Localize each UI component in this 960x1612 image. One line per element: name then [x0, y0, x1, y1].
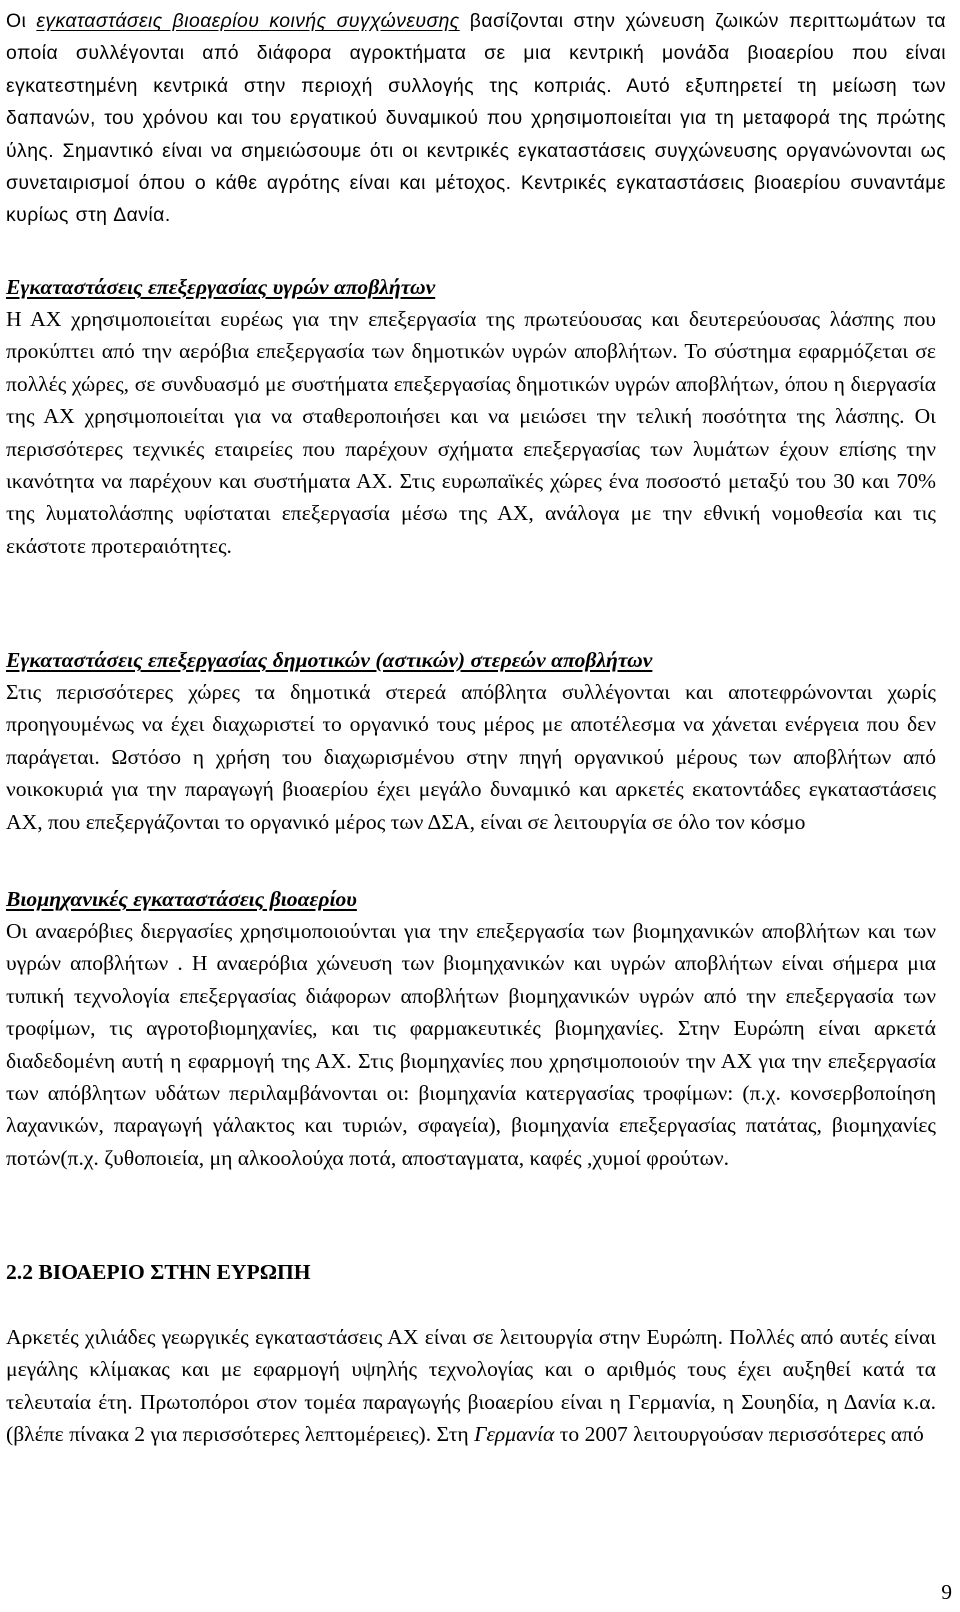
wastewater-heading: Εγκαταστάσεις επεξεργασίας υγρών αποβλήτων — [6, 275, 436, 299]
europe-heading: 2.2 ΒΙΟΑΕΡΙΟ ΣΤΗΝ ΕΥΡΩΠΗ — [6, 1260, 311, 1284]
europe-paragraph — [6, 1321, 936, 1451]
industrial-paragraph: Οι αναερόβιες διεργασίες χρησιμοποιούνται για την επεξεργασία των βιομηχανικών αποβλήτων και των υγρών αποβλήτων . Η αναερόβια χώνευση των βιομηχανικών και υγρών αποβλήτων είναι σήμερα μια τυπική τεχνολογία επεξεργασίας διάφορων αποβλήτων βιομηχανικών υγρών από την επεξεργασία των τροφίμων, τις αγροτοβιομηχανίες, και τις φαρμακευτικές βιομηχανίες. Στην Ευρώπη είναι αρκετά διαδεδομένη αυτή η εφαρμογή της ΑΧ. Στις βιομηχανίες που χρησιμοποιούν την ΑΧ για την επεξεργασία των απόβλητων υδάτων περιλαμβάνονται οι: βιομηχανία κατεργασίας τροφίμων: (π.χ. κονσερβοποίηση λαχανικών, παραγωγή γάλακτος και τυριών, σφαγεία), βιομηχανία επεξεργασίας πατάτας, βιομηχανίες ποτών(π.χ. ζυθοποιεία, μη αλκοολούχα ποτά, αποσταγματα, καφές ,χυμοί φρούτων. — [6, 919, 936, 1170]
wastewater-paragraph: Η ΑΧ χρησιμοποιείται ευρέως για την επεξεργασία της πρωτεύουσας και δευτερεύουσας λάσπης που προκύπτει από την αερόβια επεξεργασία των δημοτικών υγρών αποβλήτων. Το σύστημα εφαρμόζεται σε πολλές χώρες, σε συνδυασμό με συστήματα επεξεργασίας δημοτικών υγρών αποβλήτων, όπου η διεργασία της ΑΧ χρησιμοποιείται για να σταθεροποιήσει και να μειώσει την τελική ποσότητα της λάσπης. Οι περισσότερες τεχνικές εταιρείες που παρέχουν σχήματα επεξεργασίας των λυμάτων έχουν επίσης την ικανότητα να παρέχουν και συστήματα ΑΧ. Στις ευρωπαϊκές χώρες ένα ποσοστό μεταξύ του 30 και 70% της λυματολάσπης υφίσταται επεξεργασία μέσω της ΑΧ, ανάλογα με την εθνική νομοθεσία και τις εκάστοτε προτεραιότητες. — [6, 307, 936, 558]
intro-prefix: Οι — [6, 10, 37, 32]
intro-text: βασίζονται στην χώνευση ζωικών περιττωμάτων τα οποία συλλέγονται από διάφορα αγροκτήματα σε μια κεντρική μονάδα βιοαερίου που είναι εγκατεστημένη κεντρικά στην περιοχή συλλογής της κοπριάς. Αυτό εξυπηρετεί τη μείωση των δαπανών, του χρόνου και του εργατικού δυναμικού που χρησιμοποιείται για τη μεταφορά της πρώτης ύλης. Σημαντικό είναι να σημειώσουμε ότι οι κεντρικές εγκαταστάσεις συγχώνευσης οργανώνονται ως συνεταιρισμοί όπου ο κάθε αγρότης είναι και μέτοχος. Κεντρικές εγκαταστάσεις βιοαερίου συναντάμε κυρίως στη Δανία. — [6, 10, 946, 227]
intro-term: εγκαταστάσεις βιοαερίου κοινής συγχώνευσης — [36, 10, 460, 32]
industrial-heading: Βιομηχανικές εγκαταστάσεις βιοαερίου — [6, 887, 357, 911]
municipal-heading: Εγκαταστάσεις επεξεργασίας δημοτικών (αστικών) στερεών αποβλήτων — [6, 648, 653, 672]
intro-paragraph — [6, 5, 946, 232]
europe-body-end: το 2007 λειτουργούσαν περισσότερες από — [554, 1422, 924, 1447]
europe-body-start: Αρκετές χιλιάδες γεωργικές εγκαταστάσεις ΑΧ είναι σε λειτουργία στην Ευρώπη. Πολλές από αυτές είναι μεγάλης κλίμακας και με εφαρμογή υψηλής τεχνολογίας και ο αριθμός τους έχει αυξηθεί κατά τα τελευταία έτη. Πρωτοπόροι στον τομέα παραγωγής βιοαερίου είναι η Γερμανία, η Σουηδία, η Δανία κ.α.(βλέπε πίνακα 2 για περισσότερες λεπτομέρειες). Στη — [6, 1325, 936, 1447]
document-page — [6, 0, 956, 1612]
municipal-paragraph: Στις περισσότερες χώρες τα δημοτικά στερεά απόβλητα συλλέγονται και αποτεφρώνονται χωρίς προηγουμένως να έχει διαχωριστεί το οργανικό τους μέρος με αποτέλεσμα να χάνεται ενέργεια που δεν παράγεται. Ωστόσο η χρήση του διαχωρισμένου στην πηγή οργανικού μέρους των αποβλήτων από νοικοκυριά για την παραγωγή βιοαερίου έχει μεγάλο δυναμικό και αρκετές εκατοντάδες εγκαταστάσεις ΑΧ, που επεξεργάζονται το οργανικό μέρος των ΔΣΑ, είναι σε λειτουργία σε όλο τον κόσμο — [6, 680, 936, 834]
page-number: 9 — [941, 1580, 952, 1604]
europe-country: Γερμανία — [474, 1422, 555, 1447]
